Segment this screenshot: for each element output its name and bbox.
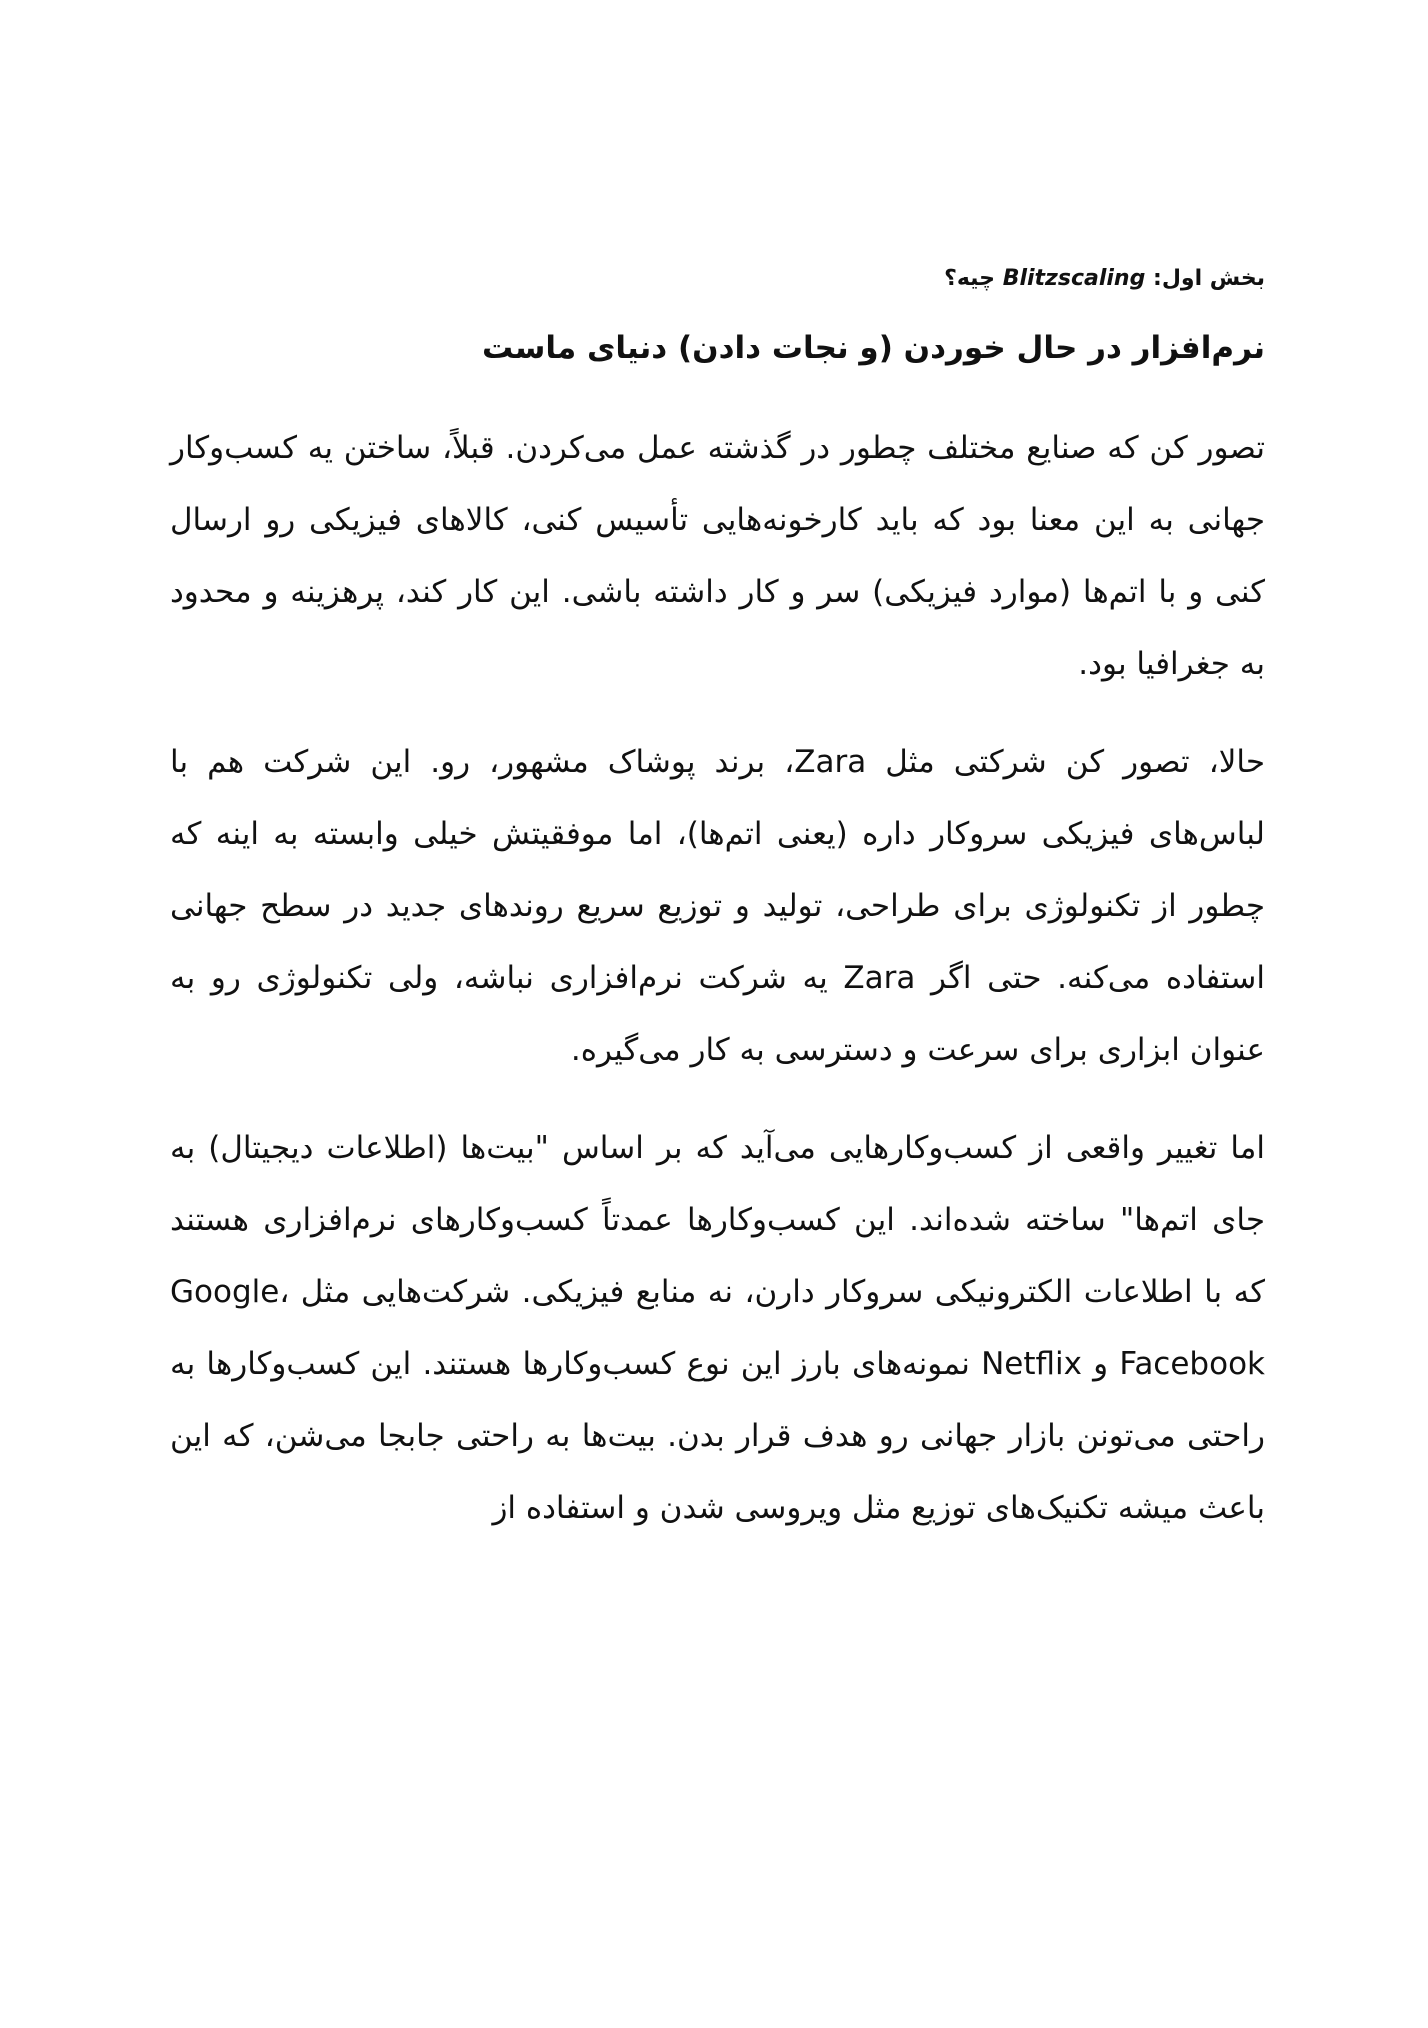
section-label-term: Blitzscaling bbox=[1002, 266, 1146, 291]
document-page bbox=[170, 262, 1265, 1570]
paragraph-2: حالا، تصور کن شرکتی مثل Zara، برند پوشاک مشهور، رو. این شرکت هم با لباس‌های فیزیکی سروکار داره (یعنی اتم‌ها)، اما موفقیتش خیلی وابسته به اینه که چطور از تکنولوژی برای طراحی، تولید و توزیع سریع روندهای جدید در سطح جهانی استفاده می‌کنه. حتی اگر Zara یه شرکت نرم‌افزاری نباشه، ولی تکنولوژی رو به عنوان ابزاری برای سرعت و دسترسی به کار می‌گیره. bbox=[170, 744, 1266, 1068]
paragraph-1: تصور کن که صنایع مختلف چطور در گذشته عمل می‌کردن. قبلاً، ساختن یه کسب‌وکار جهانی به این معنا بود که باید کارخونه‌هایی تأسیس کنی، کالاهای فیزیکی رو ارسال کنی و با اتم‌ها (موارد فیزیکی) سر و کار داشته باشی. این کار کند، پرهزینه و محدود به جغرافیا بود. bbox=[170, 430, 1265, 682]
section-label-suffix: چیه؟ bbox=[944, 266, 996, 291]
section-label-prefix: بخش اول: bbox=[1153, 266, 1265, 291]
paragraph-3: اما تغییر واقعی از کسب‌وکارهایی می‌آید که بر اساس "بیت‌ها (اطلاعات دیجیتال) به جای اتم‌ها" ساخته شده‌اند. این کسب‌وکارها عمدتاً کسب‌وکارهای نرم‌افزاری هستند که با اطلاعات الکترونیکی سروکار دارن، نه منابع فیزیکی. شرکت‌هایی مثل Google، Facebook و Netflix نمونه‌های بارز این نوع کسب‌وکارها هستند. این کسب‌وکارها به راحتی می‌تونن بازار جهانی رو هدف قرار بدن. بیت‌ها به راحتی جابجا می‌شن، که این باعث میشه تکنیک‌های توزیع مثل ویروسی شدن و استفاده از bbox=[170, 1130, 1265, 1526]
section-label bbox=[170, 262, 1265, 296]
chapter-title: نرم‌افزار در حال خوردن (و نجات دادن) دنیای ماست bbox=[482, 330, 1265, 366]
